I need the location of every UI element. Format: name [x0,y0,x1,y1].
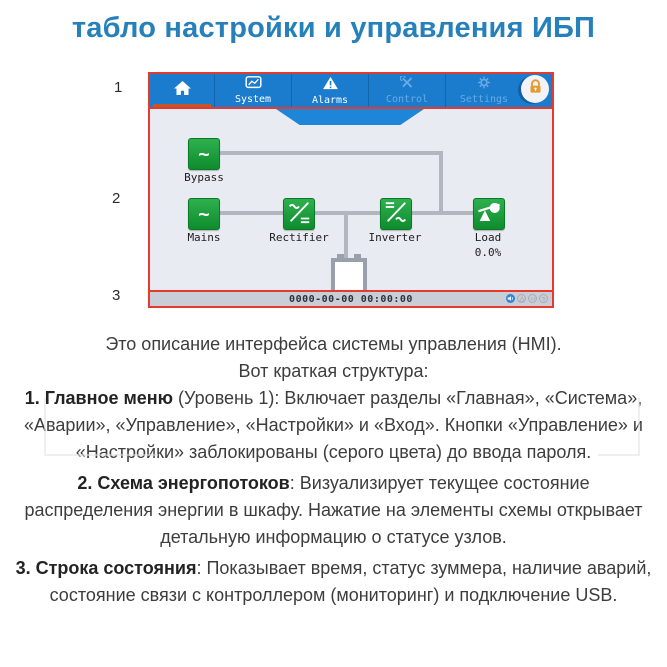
status-bar [150,290,552,306]
buzzer-icon [506,294,515,303]
node-bypass[interactable] [188,138,220,170]
load-value: 0.0% [474,246,502,259]
node-mains[interactable] [188,198,220,230]
callout-menu: 1 [114,79,123,96]
section-2-lead: 2. Схема энергопотоков [77,473,290,493]
description-text [12,331,656,609]
tab-control[interactable] [368,74,445,107]
battery-line [344,213,348,260]
node-load-label: Load [474,231,502,244]
control-icon [400,76,414,94]
status-icons [506,294,548,303]
node-rectifier[interactable] [283,198,315,230]
main-power-line [200,211,485,215]
node-bypass-label: Bypass [184,171,224,184]
tab-control-label: Control [385,94,429,105]
comm-icon [528,294,537,303]
tab-system[interactable] [214,74,291,107]
node-inverter-label: Inverter [368,231,422,244]
callout-status: 3 [112,287,121,304]
lock-icon [529,79,542,99]
bypass-drop-line [439,151,443,215]
power-flow-diagram [150,109,552,290]
rectifier-icon [286,199,312,230]
inverter-icon [383,199,409,230]
node-mains-label: Mains [187,231,221,244]
intro-line-1: Это описание интерфейса системы управления (HMI). [105,334,562,354]
callout-diagram: 2 [112,190,121,207]
hmi-menu-bar [150,74,552,109]
load-icon [476,199,502,230]
ac-source-icon: ~ [198,142,210,165]
section-3-lead: 3. Строка состояния [15,558,197,578]
node-inverter[interactable] [380,198,412,230]
tab-settings[interactable] [445,74,522,107]
alarm-icon [322,76,339,95]
lock-button[interactable] [521,75,549,103]
home-icon [173,80,192,101]
status-datetime: 0000-00-00 00:00:00 [289,293,413,305]
hmi-figure [0,71,667,311]
tab-settings-label: Settings [459,94,509,105]
system-icon [245,76,262,94]
section-1-body: (Уровень 1): Включает разделы «Главная», «Система», «Аварии», «Управление», «Настройки» и «Вход». Кнопки «Управление» и «Настройки» заблокированы (серого цвета) до ввода пароля. [24,388,643,462]
section-3 [12,555,656,609]
intro-line-2: Вот краткая структура: [238,361,429,381]
top-tab-shape [276,109,424,125]
section-3-body: : Показывает время, статус зуммера, наличие аварий, состояние связи с контроллером (мониторинг) и подключение USB. [49,558,652,605]
usb-icon [539,294,548,303]
page-title: табло настройки и управления ИБП [71,12,596,44]
section-1-lead: 1. Главное меню [24,388,174,408]
tab-alarms[interactable] [291,74,368,107]
intro-and-section-1 [12,331,656,466]
bypass-line [200,151,443,155]
settings-icon [477,76,491,94]
tab-system-label: System [234,94,272,105]
ac-source-icon: ~ [198,202,210,225]
tab-home[interactable] [150,74,214,107]
alarm-indicator-icon [517,294,526,303]
battery-icon[interactable] [331,258,367,290]
node-load[interactable] [473,198,505,230]
hmi-screenshot [148,72,554,308]
tab-alarms-label: Alarms [311,94,349,106]
section-2-body: : Визуализирует текущее состояние распределения энергии в шкафу. Нажатие на элементы схемы открывает детальную информацию о статусе узлов. [24,473,643,547]
node-rectifier-label: Rectifier [269,231,329,244]
section-2 [12,470,656,551]
